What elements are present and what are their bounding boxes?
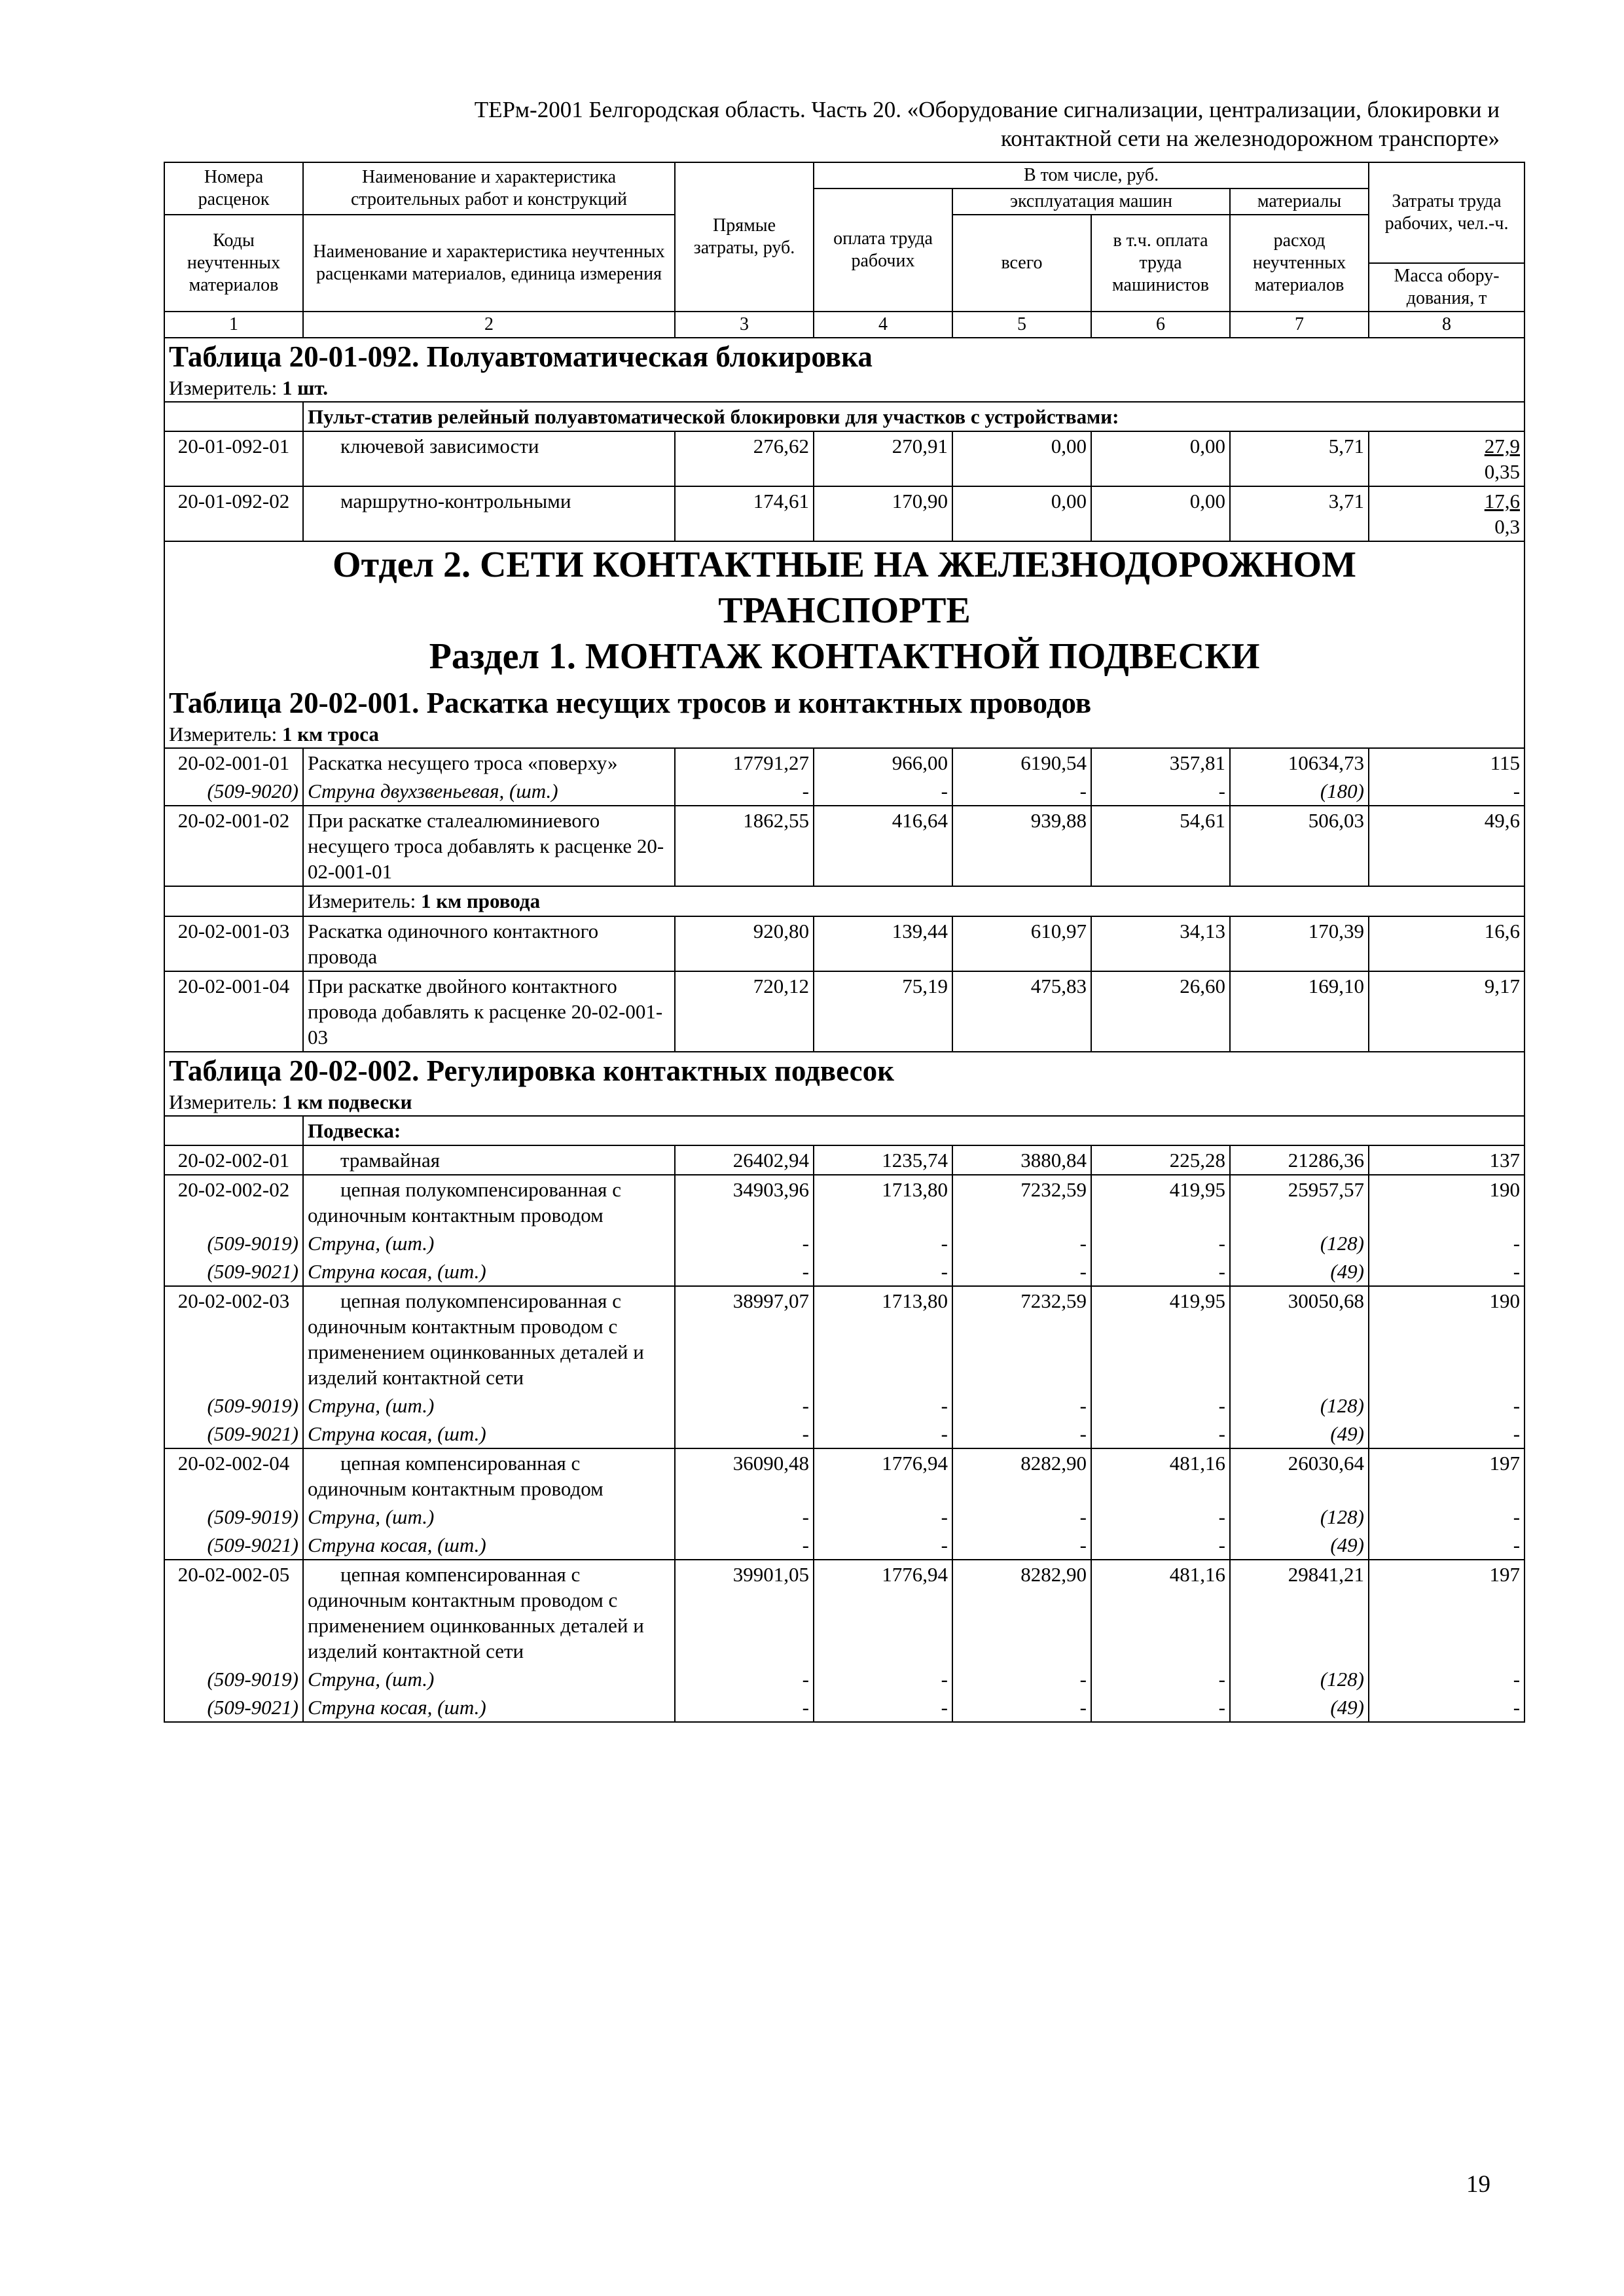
dash: - — [675, 1693, 814, 1722]
material-name: Струна, (шт.) — [303, 1503, 675, 1531]
measure-value: 1 км провода — [420, 889, 541, 912]
dash: - — [814, 1420, 952, 1448]
rate-name — [303, 1560, 675, 1665]
column-number: 7 — [1230, 312, 1369, 338]
material-name: Струна косая, (шт.) — [303, 1420, 675, 1448]
dash: - — [1369, 1503, 1525, 1531]
rate-code: 20-01-092-02 — [164, 486, 303, 541]
material-name: Струна, (шт.) — [303, 1391, 675, 1420]
labor-pay: 75,19 — [814, 971, 952, 1052]
dash: - — [952, 1531, 1091, 1560]
direct-cost: 920,80 — [675, 916, 814, 971]
dash: - — [1091, 1503, 1230, 1531]
material-amount: (49) — [1230, 1257, 1369, 1286]
rate-code: 20-02-002-05 — [164, 1560, 303, 1665]
material-amount: (128) — [1230, 1503, 1369, 1531]
machinists-pay: 481,16 — [1091, 1448, 1230, 1503]
machinists-pay: 54,61 — [1091, 806, 1230, 886]
labor-pay: 1713,80 — [814, 1175, 952, 1229]
materials: 5,71 — [1230, 431, 1369, 486]
machinists-pay: 419,95 — [1091, 1175, 1230, 1229]
header-line-1: ТЕРм-2001 Белгородская область. Часть 20. «Оборудование сигнализации, централизации, блокировки и — [474, 97, 1500, 122]
material-row — [164, 1665, 1525, 1693]
table-row — [164, 916, 1525, 971]
dash: - — [1369, 1391, 1525, 1420]
department-title — [164, 541, 1525, 634]
measure-value: 1 шт. — [281, 376, 329, 399]
dash: - — [1091, 1665, 1230, 1693]
measure-line — [164, 721, 1525, 748]
dash: - — [675, 1391, 814, 1420]
material-row — [164, 777, 1525, 806]
labor-hours — [1369, 431, 1525, 486]
material-code: (509-9021) — [164, 1531, 303, 1560]
dash: - — [1369, 777, 1525, 806]
equipment-mass: 0,3 — [1494, 515, 1521, 538]
head-col3: Прямые затраты, руб. — [675, 162, 814, 312]
machines-total: 0,00 — [952, 486, 1091, 541]
rate-name — [303, 1448, 675, 1503]
direct-cost: 276,62 — [675, 431, 814, 486]
rate-name-rest: одиночным контактным проводом с применением оцинкованных деталей и изделий контактной сети — [308, 1588, 644, 1662]
machines-total: 7232,59 — [952, 1286, 1091, 1391]
table-row — [164, 1175, 1525, 1229]
rate-name-rest: с одиночным контактным проводом с применением оцинкованных деталей и изделий контактной сети — [308, 1289, 644, 1389]
head-col7: расход неучтенных материалов — [1230, 215, 1369, 312]
table-row — [164, 806, 1525, 886]
machines-total: 8282,90 — [952, 1560, 1091, 1665]
dash: - — [1091, 1257, 1230, 1286]
materials: 10634,73 — [1230, 748, 1369, 777]
labor-pay: 1776,94 — [814, 1560, 952, 1665]
labor-pay: 170,90 — [814, 486, 952, 541]
direct-cost: 720,12 — [675, 971, 814, 1052]
dash: - — [952, 777, 1091, 806]
materials: 169,10 — [1230, 971, 1369, 1052]
dash: - — [675, 1665, 814, 1693]
labor-pay: 966,00 — [814, 748, 952, 777]
column-numbers-row — [164, 312, 1525, 338]
price-table-sheet — [164, 162, 1524, 1723]
dash: - — [1369, 1420, 1525, 1448]
labor-hours-value: 17,6 — [1484, 490, 1521, 512]
material-name: Струна, (шт.) — [303, 1229, 675, 1257]
rate-code: 20-02-001-01 — [164, 748, 303, 777]
direct-cost: 38997,07 — [675, 1286, 814, 1391]
dash: - — [814, 1665, 952, 1693]
material-name: Струна двухзвеньевая, (шт.) — [303, 777, 675, 806]
rate-name-rest: с одиночным контактным проводом — [308, 1178, 621, 1227]
machines-total: 6190,54 — [952, 748, 1091, 777]
rate-name: трамвайная — [303, 1145, 675, 1175]
labor-hours: 49,6 — [1369, 806, 1525, 886]
measure-line — [164, 1089, 1525, 1116]
table-header — [164, 162, 1525, 338]
direct-cost: 39901,05 — [675, 1560, 814, 1665]
material-name: Струна косая, (шт.) — [303, 1693, 675, 1722]
measure-value: 1 км подвески — [281, 1090, 412, 1113]
dash: - — [952, 1693, 1091, 1722]
material-amount: (128) — [1230, 1229, 1369, 1257]
rate-name-first: цепная компенсированная с — [340, 1452, 581, 1475]
head-col8-bottom: Масса обору-дования, т — [1369, 263, 1525, 312]
measure-value: 1 км троса — [281, 723, 379, 745]
dash: - — [675, 1531, 814, 1560]
direct-cost: 26402,94 — [675, 1145, 814, 1175]
material-row — [164, 1420, 1525, 1448]
table-title: Таблица 20-02-001. Раскатка несущих тросов и контактных проводов — [164, 679, 1525, 721]
machinists-pay: 225,28 — [1091, 1145, 1230, 1175]
table-row — [164, 971, 1525, 1052]
head-col5: всего — [952, 215, 1091, 312]
measure-line — [303, 886, 1525, 916]
dash: - — [952, 1420, 1091, 1448]
dash: - — [1369, 1665, 1525, 1693]
column-number: 3 — [675, 312, 814, 338]
dash: - — [1091, 1229, 1230, 1257]
rate-name: маршрутно-контрольными — [303, 486, 675, 541]
labor-pay: 139,44 — [814, 916, 952, 971]
dash: - — [814, 1391, 952, 1420]
material-code: (509-9021) — [164, 1257, 303, 1286]
dash: - — [675, 1257, 814, 1286]
labor-pay: 1776,94 — [814, 1448, 952, 1503]
department-title-line-2: ТРАНСПОРТЕ — [718, 590, 971, 631]
labor-hours: 197 — [1369, 1560, 1525, 1665]
labor-pay: 416,64 — [814, 806, 952, 886]
table-20-01-092 — [164, 338, 1525, 541]
direct-cost: 1862,55 — [675, 806, 814, 886]
materials: 26030,64 — [1230, 1448, 1369, 1503]
machines-total: 8282,90 — [952, 1448, 1091, 1503]
column-number: 8 — [1369, 312, 1525, 338]
material-amount: (128) — [1230, 1391, 1369, 1420]
dash: - — [675, 1503, 814, 1531]
head-machines: эксплуатация машин — [952, 188, 1230, 215]
rate-code: 20-02-002-02 — [164, 1175, 303, 1229]
dash: - — [1091, 1420, 1230, 1448]
dash: - — [1091, 777, 1230, 806]
material-row — [164, 1391, 1525, 1420]
dash: - — [952, 1503, 1091, 1531]
labor-hours: 137 — [1369, 1145, 1525, 1175]
column-number: 5 — [952, 312, 1091, 338]
table-row — [164, 1560, 1525, 1665]
material-code: (509-9019) — [164, 1229, 303, 1257]
rate-code: 20-02-002-03 — [164, 1286, 303, 1391]
materials: 506,03 — [1230, 806, 1369, 886]
material-row — [164, 1531, 1525, 1560]
material-row — [164, 1257, 1525, 1286]
rate-code: 20-02-002-04 — [164, 1448, 303, 1503]
group-spacer — [164, 1116, 303, 1145]
header-line-2: контактной сети на железнодорожном транспорте» — [1001, 126, 1500, 151]
material-amount: (49) — [1230, 1420, 1369, 1448]
rate-name-rest: одиночным контактным проводом — [308, 1477, 604, 1500]
head-col1-top: Номера расценок — [164, 162, 303, 215]
head-col8-top: Затраты труда рабочих, чел.-ч. — [1369, 162, 1525, 263]
labor-hours: 115 — [1369, 748, 1525, 777]
material-code: (509-9019) — [164, 1665, 303, 1693]
dash: - — [675, 1420, 814, 1448]
materials: 25957,57 — [1230, 1175, 1369, 1229]
column-number: 6 — [1091, 312, 1230, 338]
material-code: (509-9020) — [164, 777, 303, 806]
material-row — [164, 1503, 1525, 1531]
labor-hours: 190 — [1369, 1175, 1525, 1229]
machinists-pay: 481,16 — [1091, 1560, 1230, 1665]
rate-name: Раскатка одиночного контактного провода — [303, 916, 675, 971]
rate-name — [303, 1286, 675, 1391]
group-spacer — [164, 402, 303, 431]
material-code: (509-9019) — [164, 1503, 303, 1531]
rate-code: 20-02-002-01 — [164, 1145, 303, 1175]
dash: - — [675, 1229, 814, 1257]
table-row — [164, 748, 1525, 777]
direct-cost: 34903,96 — [675, 1175, 814, 1229]
head-in-total: В том числе, руб. — [814, 162, 1369, 188]
machinists-pay: 0,00 — [1091, 431, 1230, 486]
direct-cost: 174,61 — [675, 486, 814, 541]
direct-cost: 17791,27 — [675, 748, 814, 777]
column-number: 4 — [814, 312, 952, 338]
machines-total: 0,00 — [952, 431, 1091, 486]
materials: 3,71 — [1230, 486, 1369, 541]
dash: - — [1369, 1257, 1525, 1286]
head-materials: материалы — [1230, 188, 1369, 215]
price-table — [164, 162, 1525, 1723]
table-row — [164, 431, 1525, 486]
head-col2-top: Наименование и характеристика строительных работ и конструкций — [303, 162, 675, 215]
material-code: (509-9019) — [164, 1391, 303, 1420]
material-amount: (128) — [1230, 1665, 1369, 1693]
rate-code: 20-02-001-02 — [164, 806, 303, 886]
measure-label: Измеритель: — [308, 889, 421, 912]
machinists-pay: 34,13 — [1091, 916, 1230, 971]
group-label: Подвеска: — [303, 1116, 1525, 1145]
material-amount: (49) — [1230, 1531, 1369, 1560]
labor-hours: 9,17 — [1369, 971, 1525, 1052]
labor-pay: 1713,80 — [814, 1286, 952, 1391]
dash: - — [1091, 1391, 1230, 1420]
rate-name: При раскатке двойного контактного провода добавлять к расценке 20-02-001-03 — [303, 971, 675, 1052]
dash: - — [952, 1665, 1091, 1693]
machines-total: 475,83 — [952, 971, 1091, 1052]
machinists-pay: 357,81 — [1091, 748, 1230, 777]
rate-name: Раскатка несущего троса «поверху» — [303, 748, 675, 777]
dash: - — [1369, 1693, 1525, 1722]
machinists-pay: 26,60 — [1091, 971, 1230, 1052]
machinists-pay: 419,95 — [1091, 1286, 1230, 1391]
material-row — [164, 1229, 1525, 1257]
material-code: (509-9021) — [164, 1420, 303, 1448]
rate-name — [303, 1175, 675, 1229]
table-row — [164, 486, 1525, 541]
table-20-02-001 — [164, 679, 1525, 1052]
dash: - — [814, 1693, 952, 1722]
dash: - — [1091, 1531, 1230, 1560]
running-header — [164, 96, 1500, 153]
machines-total: 610,97 — [952, 916, 1091, 971]
labor-pay: 270,91 — [814, 431, 952, 486]
rate-name-first: цепная полукомпенсированная — [340, 1178, 607, 1201]
dash: - — [675, 777, 814, 806]
machines-total: 7232,59 — [952, 1175, 1091, 1229]
materials: 30050,68 — [1230, 1286, 1369, 1391]
rate-name: При раскатке сталеалюминиевого несущего троса добавлять к расценке 20-02-001-01 — [303, 806, 675, 886]
machinists-pay: 0,00 — [1091, 486, 1230, 541]
department-title-line-1: Отдел 2. СЕТИ КОНТАКТНЫЕ НА ЖЕЛЕЗНОДОРОЖНОМ — [333, 545, 1356, 585]
column-number: 2 — [303, 312, 675, 338]
group-label: Пульт-статив релейный полуавтоматической блокировки для участков с устройствами: — [303, 402, 1525, 431]
material-amount: (180) — [1230, 777, 1369, 806]
page-number: 19 — [1466, 2171, 1490, 2198]
material-row — [164, 1693, 1525, 1722]
equipment-mass: 0,35 — [1484, 460, 1521, 483]
labor-hours-value: 27,9 — [1484, 435, 1521, 457]
materials: 29841,21 — [1230, 1560, 1369, 1665]
measure-label: Измеритель: — [169, 1090, 282, 1113]
labor-hours: 197 — [1369, 1448, 1525, 1503]
department-heading — [164, 541, 1525, 679]
measure-line — [164, 375, 1525, 402]
table-20-02-002 — [164, 1052, 1525, 1722]
material-name: Струна косая, (шт.) — [303, 1257, 675, 1286]
labor-hours: 190 — [1369, 1286, 1525, 1391]
direct-cost: 36090,48 — [675, 1448, 814, 1503]
rate-name-first: цепная полукомпенсированная — [340, 1289, 607, 1312]
dash: - — [814, 1503, 952, 1531]
dash: - — [952, 1257, 1091, 1286]
rate-code: 20-02-001-03 — [164, 916, 303, 971]
labor-hours: 16,6 — [1369, 916, 1525, 971]
head-col4: оплата труда рабочих — [814, 188, 952, 312]
dash: - — [1369, 1229, 1525, 1257]
dash: - — [952, 1391, 1091, 1420]
razdel-title: Раздел 1. МОНТАЖ КОНТАКТНОЙ ПОДВЕСКИ — [164, 634, 1525, 679]
material-amount: (49) — [1230, 1693, 1369, 1722]
labor-pay: 1235,74 — [814, 1145, 952, 1175]
table-title: Таблица 20-02-002. Регулировка контактных подвесок — [164, 1052, 1525, 1089]
rate-name: ключевой зависимости — [303, 431, 675, 486]
table-row — [164, 1145, 1525, 1175]
materials: 21286,36 — [1230, 1145, 1369, 1175]
dash: - — [814, 1229, 952, 1257]
measure-label: Измеритель: — [169, 376, 282, 399]
dash: - — [1091, 1693, 1230, 1722]
head-col2-bottom: Наименование и характеристика неучтенных расценками материалов, единица измерения — [303, 215, 675, 312]
dash: - — [814, 1531, 952, 1560]
machines-total: 3880,84 — [952, 1145, 1091, 1175]
measure-label: Измеритель: — [169, 723, 282, 745]
materials: 170,39 — [1230, 916, 1369, 971]
material-name: Струна косая, (шт.) — [303, 1531, 675, 1560]
machines-total: 939,88 — [952, 806, 1091, 886]
table-title: Таблица 20-01-092. Полуавтоматическая блокировка — [164, 338, 1525, 375]
column-number: 1 — [164, 312, 303, 338]
table-row — [164, 1286, 1525, 1391]
measure-spacer — [164, 886, 303, 916]
rate-name-first: цепная компенсированная с — [340, 1563, 581, 1586]
dash: - — [1369, 1531, 1525, 1560]
material-code: (509-9021) — [164, 1693, 303, 1722]
rate-code: 20-02-001-04 — [164, 971, 303, 1052]
dash: - — [952, 1229, 1091, 1257]
head-col1-bottom: Коды неучтенных материалов — [164, 215, 303, 312]
head-col6: в т.ч. оплата труда машинистов — [1091, 215, 1230, 312]
labor-hours — [1369, 486, 1525, 541]
rate-code: 20-01-092-01 — [164, 431, 303, 486]
dash: - — [814, 1257, 952, 1286]
material-name: Струна, (шт.) — [303, 1665, 675, 1693]
dash: - — [814, 777, 952, 806]
table-row — [164, 1448, 1525, 1503]
